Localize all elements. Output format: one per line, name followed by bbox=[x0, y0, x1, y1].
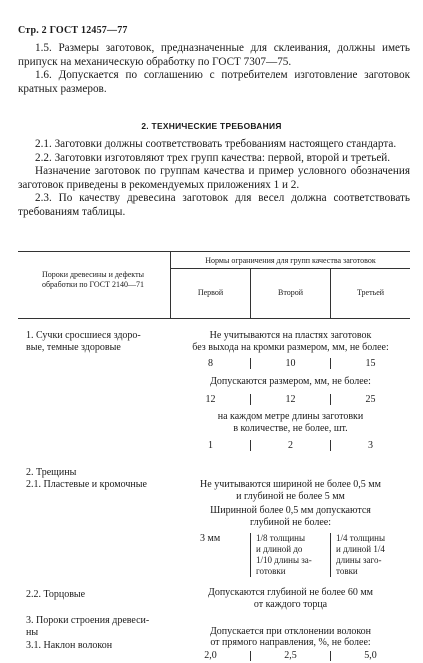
cracks-c-first: 3 мм bbox=[200, 533, 221, 544]
cracks-c-second-line-4: готовки bbox=[256, 566, 286, 576]
tick bbox=[250, 358, 251, 369]
knots-rule-c-line-2: в количестве, не более, шт. bbox=[233, 423, 348, 434]
paragraphs-top bbox=[18, 42, 410, 96]
cracks-c-second bbox=[256, 533, 328, 577]
grain-rule-line-1: Допускается при отклонении волокон bbox=[209, 626, 372, 637]
paragraph-purpose: Назначение заготовок по группам качества и пример условного обозначения заготовок приведены в рекомендуемых приложениях 1 и 2. bbox=[18, 165, 410, 191]
section-title: 2. ТЕХНИЧЕСКИЕ ТРЕБОВАНИЯ bbox=[141, 121, 282, 131]
paragraph-2-3: 2.3. По качеству древесина заготовок для весел должна соответствовать требованиям таблицы. bbox=[18, 192, 410, 218]
knots-rule-b: Допускаются размером, мм, не более: bbox=[210, 376, 371, 387]
cracks-rule-b bbox=[171, 505, 410, 529]
head-defects-line-1: Пороки древесины и дефекты bbox=[42, 270, 144, 279]
knots-a-third: 15 bbox=[365, 358, 376, 369]
grain-rule bbox=[171, 626, 410, 648]
knots-rule-a bbox=[171, 330, 410, 354]
row-cracks-line-2: 2.1. Пластевые и кромочные bbox=[26, 479, 147, 490]
head-col-second: Второй bbox=[277, 288, 303, 297]
cracks-c-third-line-2: и длиной 1/4 bbox=[336, 544, 385, 554]
row-cracks-label bbox=[26, 467, 170, 491]
paragraphs-mid bbox=[18, 138, 410, 219]
paragraph-2-1: 2.1. Заготовки должны соответствовать требованиям настоящего стандарта. bbox=[35, 138, 397, 150]
knots-b-first: 12 bbox=[205, 394, 216, 405]
knots-c-first: 1 bbox=[208, 440, 213, 451]
cracks-c-divider-2 bbox=[330, 533, 331, 577]
end-cracks-rule-line-2: от каждого торца bbox=[253, 599, 328, 610]
paragraph-2-2: 2.2. Заготовки изготовляют трех групп качества: первой, второй и третьей. bbox=[35, 151, 391, 164]
knots-b-third: 25 bbox=[365, 394, 376, 405]
table-head-rule bbox=[18, 318, 410, 319]
tick bbox=[330, 440, 331, 451]
row-grain-label: 3.1. Наклон волокон bbox=[26, 640, 113, 651]
row-structure-line-1: 3. Пороки строения древеси- bbox=[26, 615, 150, 626]
cracks-rule-a bbox=[171, 479, 410, 503]
tick bbox=[330, 651, 331, 661]
row-structure-label bbox=[26, 615, 170, 639]
cracks-c-second-line-3: 1/10 длины за- bbox=[256, 555, 312, 565]
cracks-c-third-line-4: товки bbox=[336, 566, 358, 576]
knots-a-first: 8 bbox=[208, 358, 213, 369]
cracks-rule-b-line-1: Ширинной более 0,5 мм допускаются bbox=[210, 505, 371, 516]
cracks-rule-a-line-2: и глубиной не более 5 мм bbox=[236, 491, 345, 502]
cracks-c-third-line-3: длины заго- bbox=[336, 555, 382, 565]
table-top-rule bbox=[18, 251, 410, 252]
head-defects-line-2: обработки по ГОСТ 2140—71 bbox=[41, 280, 145, 289]
knots-b-second: 12 bbox=[285, 394, 296, 405]
grain-rule-line-2: от прямого направления, %, не более: bbox=[210, 637, 371, 648]
row-cracks-line-1: 2. Трещины bbox=[26, 467, 77, 478]
cracks-c-second-line-2: и длиной до bbox=[256, 544, 303, 554]
cracks-rule-b-line-2: глубиной не более: bbox=[250, 517, 331, 528]
cracks-rule-a-line-1: Не учитываются шириной не более 0,5 мм bbox=[200, 479, 381, 490]
row-structure-line-2: ны bbox=[26, 627, 39, 638]
end-cracks-rule bbox=[171, 587, 410, 611]
tick bbox=[250, 440, 251, 451]
head-col-first: Первой bbox=[197, 288, 224, 297]
cracks-c-divider-1 bbox=[250, 533, 251, 577]
knots-a-second: 10 bbox=[285, 358, 296, 369]
tick bbox=[330, 358, 331, 369]
row-end-cracks-label: 2.2. Торцовые bbox=[26, 589, 86, 600]
page-header: Стр. 2 ГОСТ 12457—77 bbox=[18, 25, 128, 36]
cracks-c-third-line-1: 1/4 толщины bbox=[336, 533, 386, 543]
row-knots-label bbox=[26, 330, 170, 354]
tick bbox=[250, 394, 251, 405]
grain-third: 5,0 bbox=[364, 650, 377, 661]
head-groups: Нормы ограничения для групп качества заготовок bbox=[205, 256, 376, 265]
tick bbox=[330, 394, 331, 405]
end-cracks-rule-line-1: Допускаются глубиной не более 60 мм bbox=[208, 587, 373, 598]
cracks-c-second-line-1: 1/8 толщины bbox=[256, 533, 306, 543]
tick bbox=[250, 651, 251, 661]
paragraph-1-6: 1.6. Допускается по соглашению с потребителем изготовление заготовок кратных размеров. bbox=[18, 69, 410, 95]
row-knots-line-1: 1. Сучки сросшиеся здоро- bbox=[26, 330, 141, 341]
head-col-third: Третьей bbox=[356, 288, 385, 297]
knots-c-second: 2 bbox=[288, 440, 293, 451]
grain-first: 2,0 bbox=[204, 650, 217, 661]
head-defects bbox=[18, 270, 168, 290]
knots-rule-a-line-1: Не учитываются на пластях заготовок bbox=[209, 330, 372, 341]
row-knots-line-2: вые, темные здоровые bbox=[26, 342, 121, 353]
knots-c-third: 3 bbox=[368, 440, 373, 451]
knots-rule-c-line-1: на каждом метре длины заготовки bbox=[217, 411, 364, 422]
grain-second: 2,5 bbox=[284, 650, 297, 661]
knots-rule-c bbox=[171, 411, 410, 435]
cracks-c-third bbox=[336, 533, 408, 577]
knots-rule-a-line-2: без выхода на кромки размером, мм, не более: bbox=[192, 342, 389, 353]
paragraph-1-5: 1.5. Размеры заготовок, предназначенные для склеивания, должны иметь припуск на механическую обработку по ГОСТ 7307—75. bbox=[18, 42, 410, 68]
table-group-rule bbox=[171, 268, 410, 269]
